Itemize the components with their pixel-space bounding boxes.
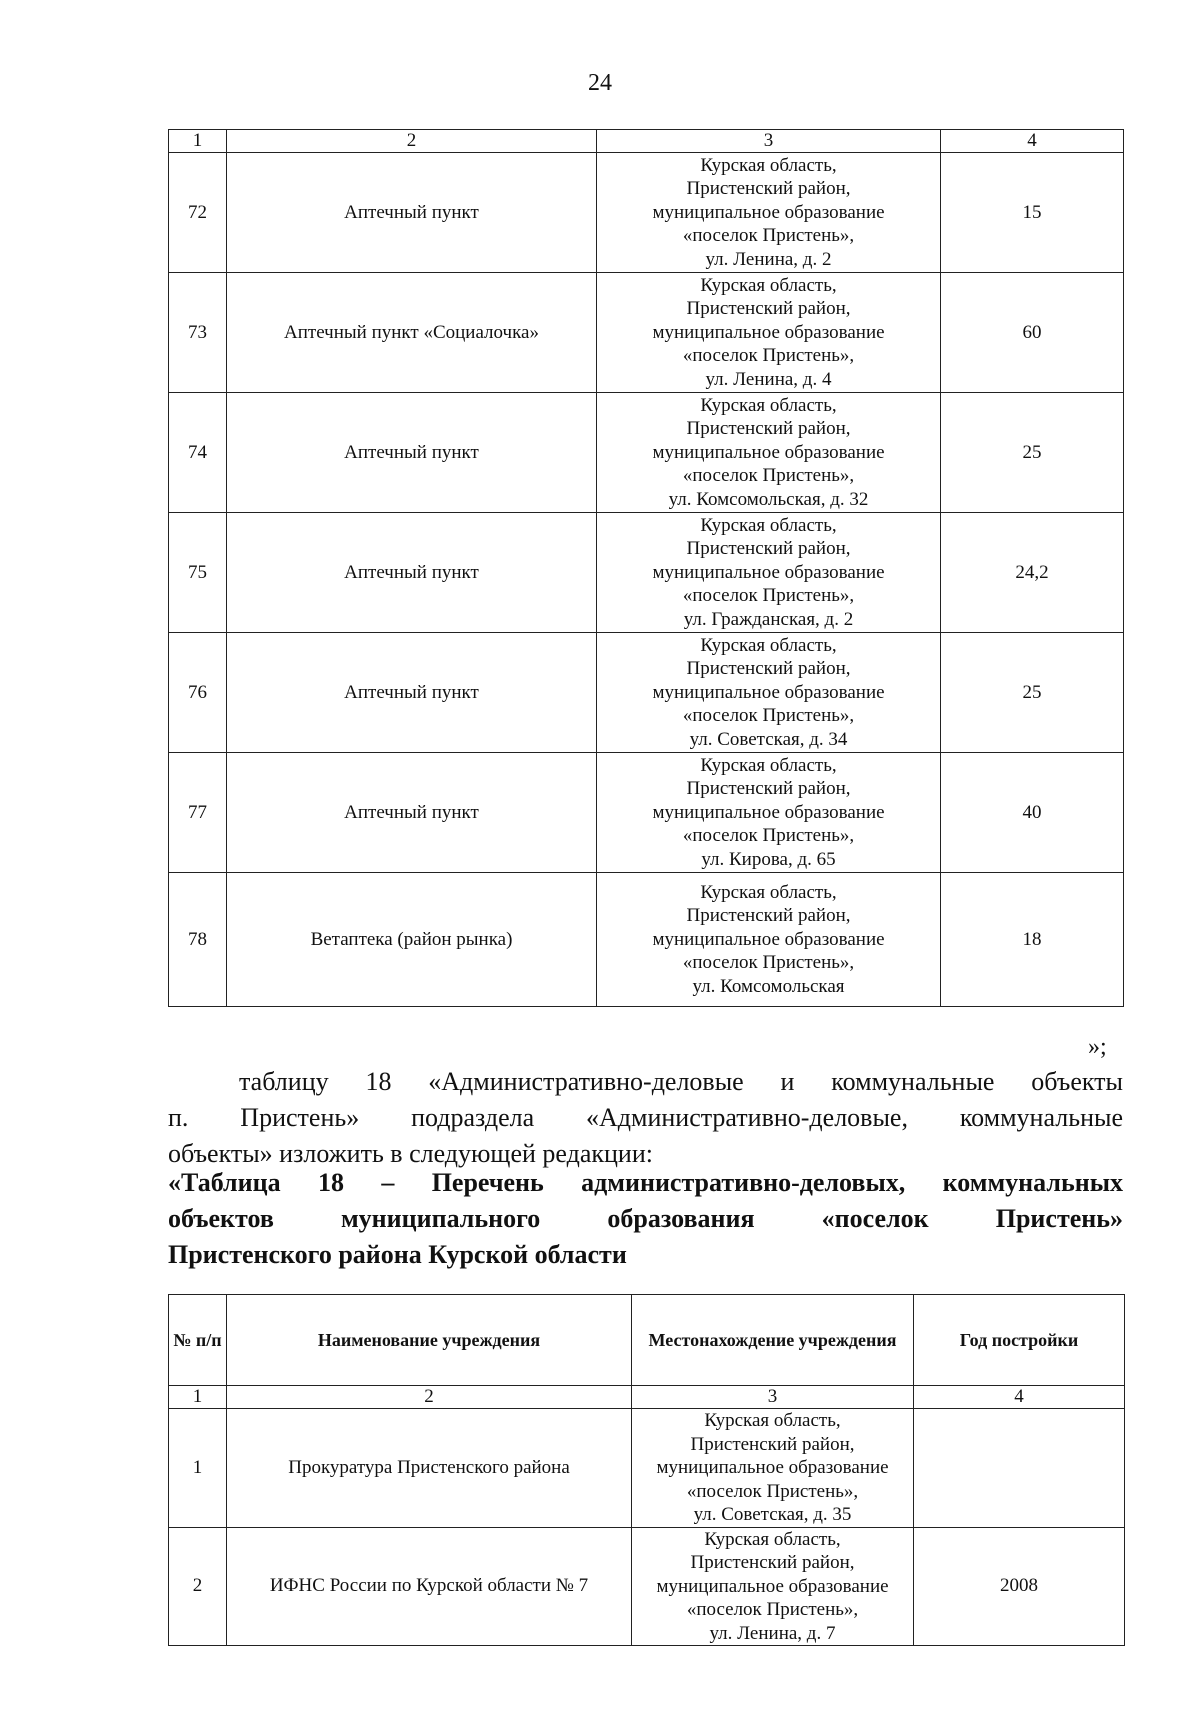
- address-line: ул. Советская, д. 34: [689, 728, 848, 750]
- construction-year: 2008: [914, 1527, 1125, 1646]
- address-line: муниципальное образование: [656, 1575, 889, 1597]
- address-line: «поселок Пристень»,: [682, 825, 855, 847]
- address-line: «поселок Пристень»,: [682, 465, 855, 487]
- column-number-row: [169, 130, 1124, 153]
- address-cell: [597, 633, 941, 753]
- closing-quote: »;: [1088, 1034, 1107, 1060]
- facility-value: 25: [941, 633, 1124, 753]
- column-number-cell: 4: [941, 130, 1124, 153]
- address-line: Пристенский район,: [686, 538, 851, 560]
- address-line: ул. Ленина, д. 2: [705, 248, 832, 270]
- column-number-cell: 1: [169, 1386, 227, 1409]
- address-line: ул. Ленина, д. 4: [705, 368, 832, 390]
- construction-year: [914, 1409, 1125, 1528]
- facility-value: 40: [941, 753, 1124, 873]
- column-number-cell: 4: [914, 1386, 1125, 1409]
- address-line: «поселок Пристень»,: [686, 1599, 859, 1620]
- address-line: Курская область,: [704, 1528, 841, 1550]
- row-number: 2: [169, 1527, 227, 1646]
- address-line: муниципальное образование: [652, 928, 885, 950]
- table-row: [169, 153, 1124, 273]
- facility-name: Аптечный пункт: [227, 633, 597, 753]
- address-line: муниципальное образование: [652, 561, 885, 583]
- heading-line: объектов муниципального образования «поселок Пристень»: [168, 1204, 1123, 1233]
- facility-value: 60: [941, 273, 1124, 393]
- column-number-row: [169, 1386, 1125, 1409]
- address-cell: [597, 273, 941, 393]
- institution-name: Прокуратура Пристенского района: [227, 1409, 632, 1528]
- address-line: ул. Советская, д. 35: [693, 1504, 852, 1525]
- row-number: 74: [169, 393, 227, 513]
- facility-value: 24,2: [941, 513, 1124, 633]
- address-cell: [632, 1409, 914, 1528]
- column-number-cell: 3: [632, 1386, 914, 1409]
- institution-name: ИФНС России по Курской области № 7: [227, 1527, 632, 1646]
- table-row: [169, 633, 1124, 753]
- address-line: ул. Комсомольская, д. 32: [668, 488, 869, 510]
- address-line: «поселок Пристень»,: [682, 225, 855, 247]
- address-cell: [597, 753, 941, 873]
- address-line: Пристенский район,: [690, 1433, 855, 1455]
- address-line: ул. Ленина, д. 7: [709, 1622, 836, 1644]
- address-cell: [597, 873, 941, 1007]
- address-line: муниципальное образование: [656, 1457, 889, 1478]
- column-number-cell: 1: [169, 130, 227, 153]
- facility-name: Аптечный пункт: [227, 393, 597, 513]
- address-line: «поселок Пристень»,: [686, 1480, 859, 1502]
- address-line: «поселок Пристень»,: [682, 585, 855, 607]
- facility-name: Аптечный пункт: [227, 513, 597, 633]
- table-row: [169, 753, 1124, 873]
- address-line: Пристенский район,: [686, 298, 851, 320]
- address-cell: [632, 1527, 914, 1646]
- heading-line: Пристенского района Курской области: [168, 1240, 627, 1269]
- table-row: [169, 1527, 1125, 1646]
- paragraph-line: п. Пристень» подраздела «Административно-деловые, коммунальные: [168, 1103, 1123, 1132]
- amendment-paragraph: [168, 1064, 1123, 1172]
- address-line: Курская область,: [700, 634, 837, 656]
- column-heading: № п/п: [169, 1295, 227, 1386]
- address-line: Пристенский район,: [686, 905, 851, 927]
- row-number: 76: [169, 633, 227, 753]
- heading-line: «Таблица 18 – Перечень административно-деловых, коммунальных: [168, 1168, 1123, 1197]
- facility-name: Аптечный пункт: [227, 153, 597, 273]
- row-number: 77: [169, 753, 227, 873]
- address-line: Курская область,: [700, 881, 837, 903]
- row-number: 75: [169, 513, 227, 633]
- address-cell: [597, 393, 941, 513]
- address-line: муниципальное образование: [652, 201, 885, 223]
- address-line: Курская область,: [700, 274, 837, 296]
- table-heading: [168, 1165, 1123, 1273]
- column-number-cell: 3: [597, 130, 941, 153]
- administrative-objects-table: [168, 1294, 1125, 1646]
- column-heading: Наименование учреждения: [227, 1295, 632, 1386]
- facility-value: 15: [941, 153, 1124, 273]
- address-line: муниципальное образование: [652, 681, 885, 703]
- row-number: 72: [169, 153, 227, 273]
- address-line: Пристенский район,: [686, 778, 851, 800]
- facility-value: 25: [941, 393, 1124, 513]
- address-line: муниципальное образование: [652, 441, 885, 463]
- table-header-row: [169, 1295, 1125, 1386]
- column-number-cell: 2: [227, 130, 597, 153]
- facility-name: Аптечный пункт: [227, 753, 597, 873]
- address-line: Пристенский район,: [686, 418, 851, 440]
- table-row: [169, 1409, 1125, 1528]
- address-line: ул. Гражданская, д. 2: [683, 608, 854, 630]
- address-line: ул. Кирова, д. 65: [701, 848, 836, 870]
- facilities-table-continued: [168, 129, 1124, 1007]
- row-number: 73: [169, 273, 227, 393]
- paragraph-line: объекты» изложить в следующей редакции:: [168, 1139, 653, 1168]
- address-line: Курская область,: [700, 754, 837, 776]
- address-line: Курская область,: [704, 1410, 841, 1431]
- address-line: Пристенский район,: [686, 178, 851, 200]
- address-cell: [597, 153, 941, 273]
- address-line: «поселок Пристень»,: [682, 952, 855, 974]
- address-line: Курская область,: [700, 514, 837, 536]
- facility-value: 18: [941, 873, 1124, 1007]
- table-row: [169, 273, 1124, 393]
- row-number: 78: [169, 873, 227, 1007]
- table-row: [169, 513, 1124, 633]
- address-line: муниципальное образование: [652, 321, 885, 343]
- address-line: ул. Комсомольская: [692, 975, 845, 997]
- address-line: «поселок Пристень»,: [682, 705, 855, 727]
- facility-name: Аптечный пункт «Социалочка»: [227, 273, 597, 393]
- table-row: [169, 393, 1124, 513]
- address-line: «поселок Пристень»,: [682, 345, 855, 367]
- page-number: 24: [588, 70, 612, 96]
- address-line: Пристенский район,: [690, 1552, 855, 1573]
- table-row: [169, 873, 1124, 1007]
- column-heading: Год постройки: [914, 1295, 1125, 1386]
- facility-name: Ветаптека (район рынка): [227, 873, 597, 1007]
- paragraph-line: таблицу 18 «Административно-деловые и коммунальные объекты: [239, 1067, 1123, 1096]
- row-number: 1: [169, 1409, 227, 1528]
- address-cell: [597, 513, 941, 633]
- address-line: Пристенский район,: [686, 658, 851, 680]
- address-line: Курская область,: [700, 394, 837, 416]
- address-line: Курская область,: [700, 154, 837, 176]
- column-number-cell: 2: [227, 1386, 632, 1409]
- column-heading: Местонахождение учреждения: [632, 1295, 914, 1386]
- address-line: муниципальное образование: [652, 801, 885, 823]
